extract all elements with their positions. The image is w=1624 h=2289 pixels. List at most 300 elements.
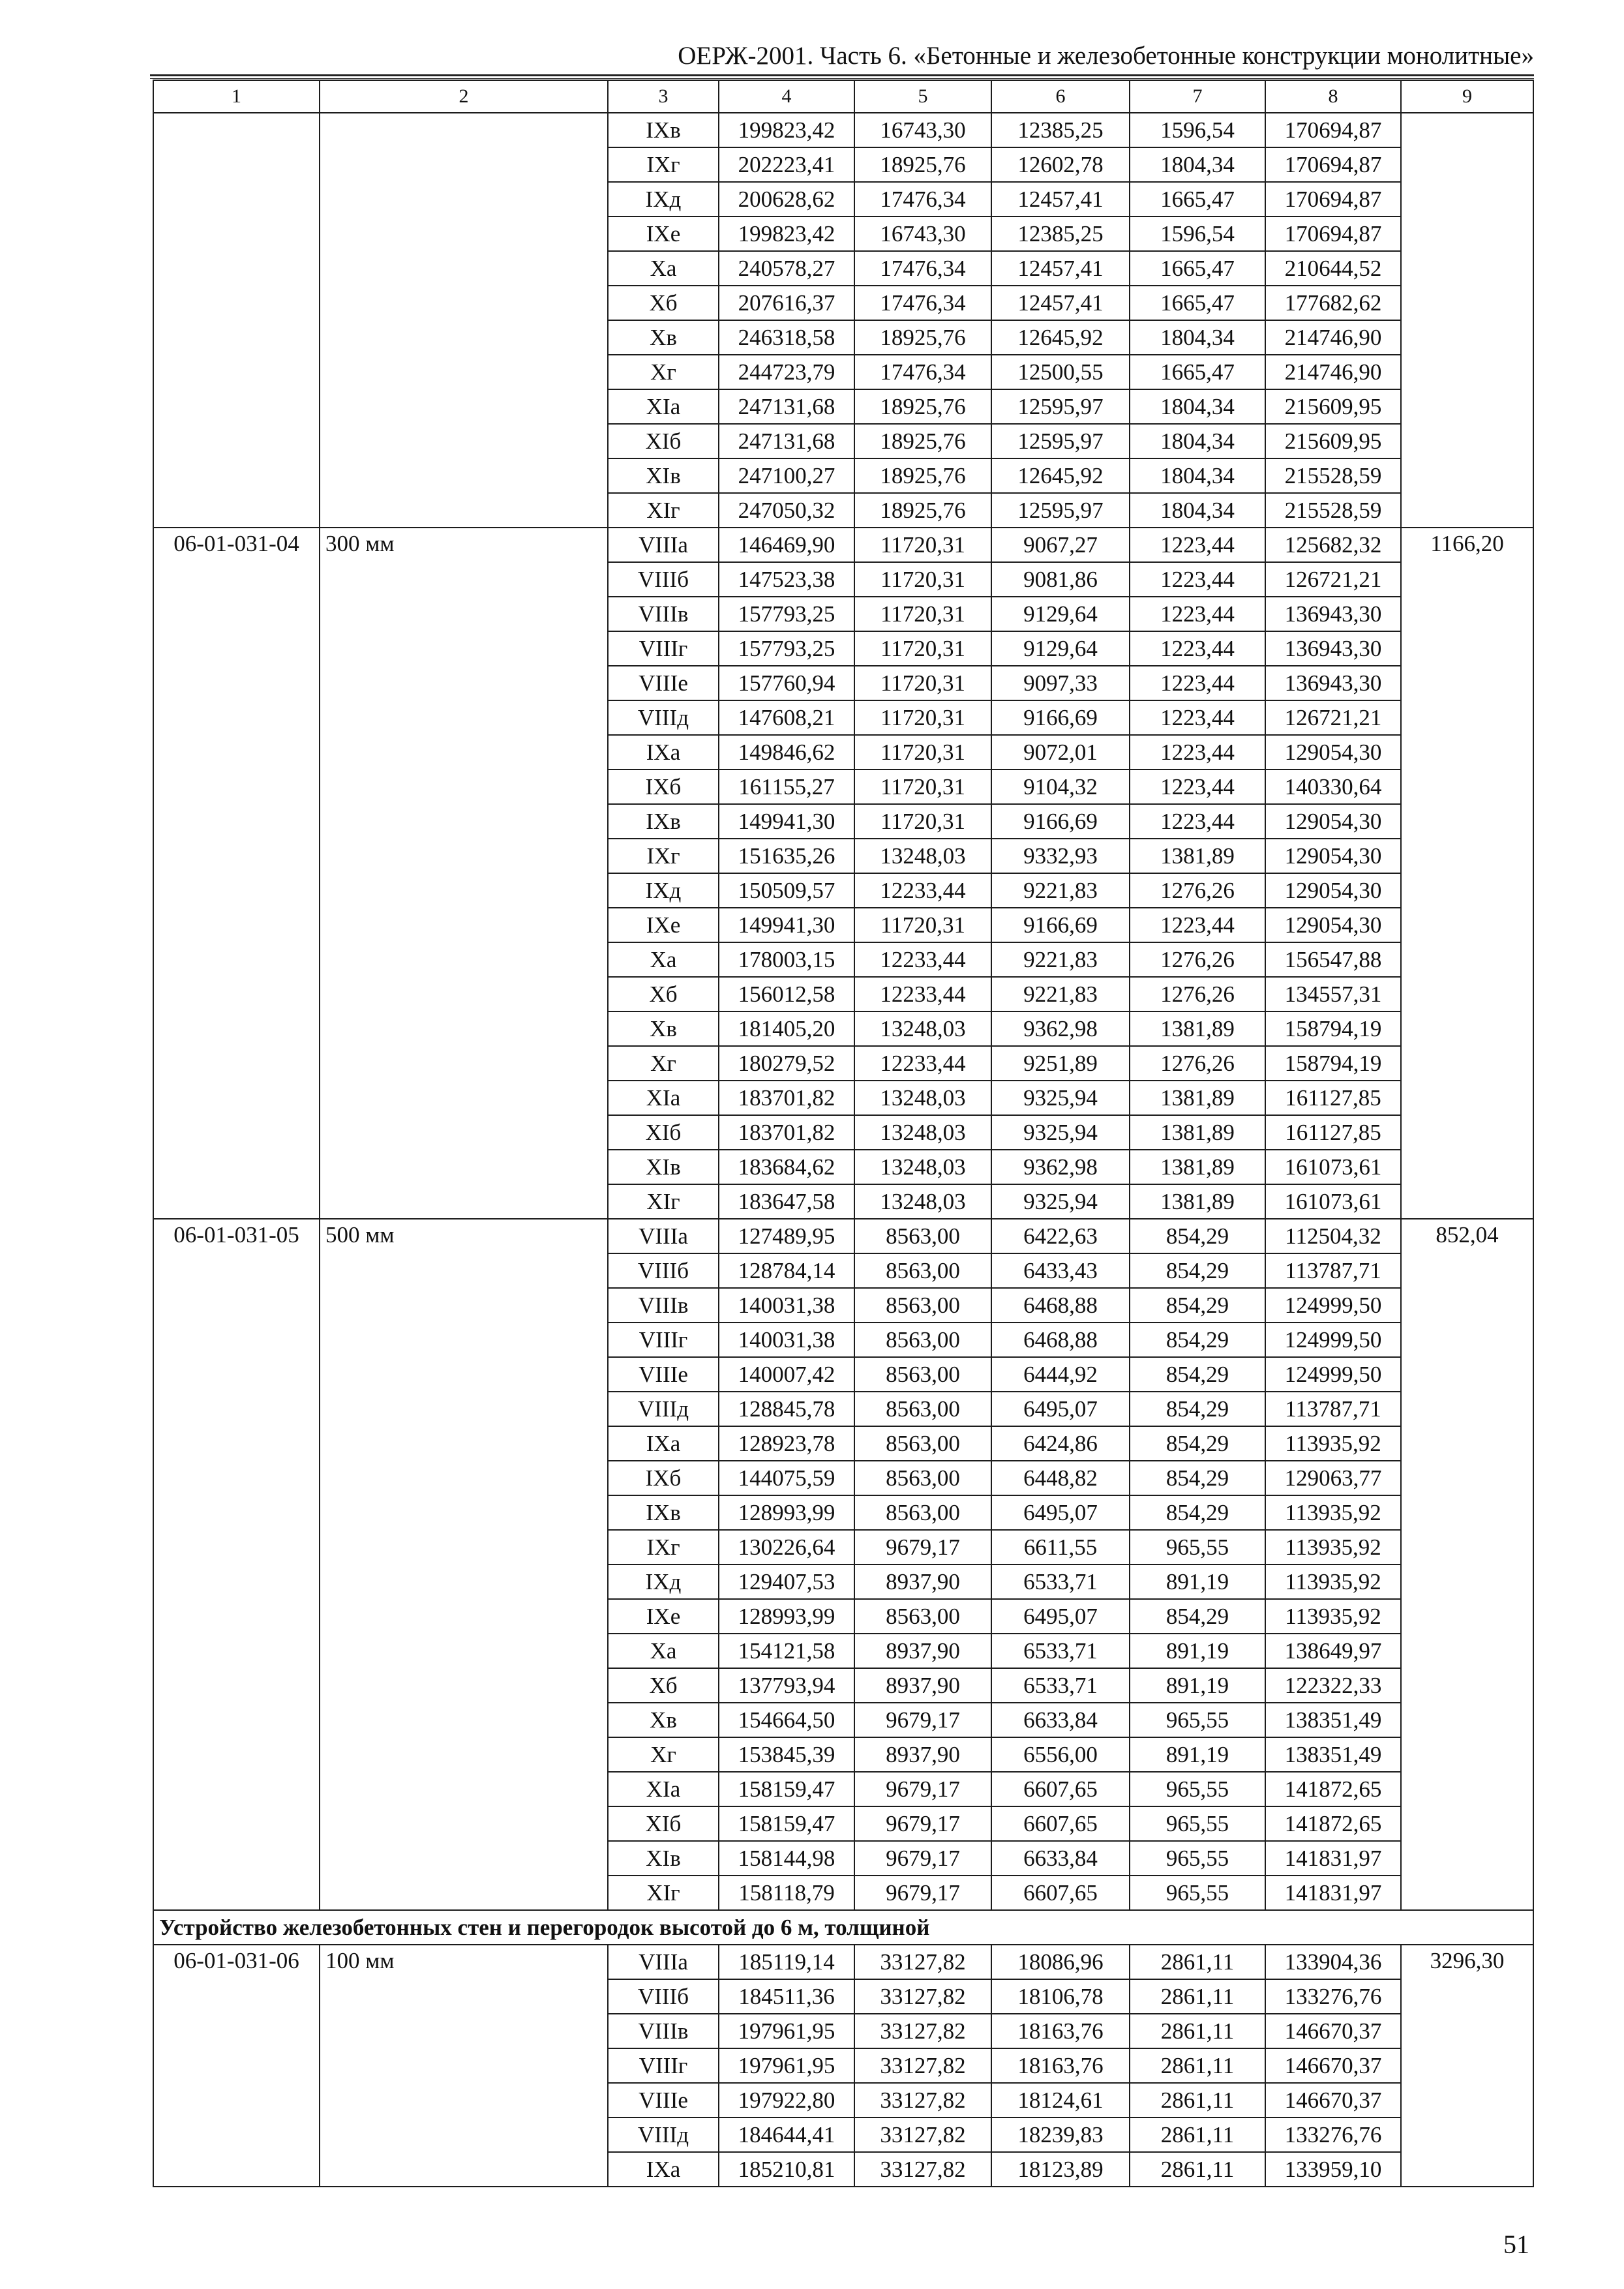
value-cell: 9072,01	[991, 735, 1130, 770]
value-cell: 129054,30	[1265, 873, 1401, 908]
value-cell: 12595,97	[991, 493, 1130, 528]
value-cell: 125682,32	[1265, 528, 1401, 562]
header-rule-thin	[150, 78, 1534, 79]
region-zone-cell: IXе	[608, 217, 719, 251]
region-zone-cell: VIIIа	[608, 1219, 719, 1253]
region-zone-cell: VIIIв	[608, 1288, 719, 1323]
region-zone-cell: IXд	[608, 182, 719, 217]
region-zone-cell: VIIIб	[608, 1979, 719, 2014]
value-cell: 8937,90	[854, 1564, 991, 1599]
value-cell: 13248,03	[854, 839, 991, 873]
value-cell: 9325,94	[991, 1081, 1130, 1115]
value-cell: 147608,21	[719, 700, 854, 735]
value-cell: 1223,44	[1130, 631, 1265, 666]
value-cell: 1804,34	[1130, 493, 1265, 528]
rate-code-cell: 06-01-031-05	[153, 1219, 320, 1910]
value-cell: 9129,64	[991, 597, 1130, 631]
value-cell: 138351,49	[1265, 1703, 1401, 1737]
value-cell: 854,29	[1130, 1288, 1265, 1323]
value-cell: 184511,36	[719, 1979, 854, 2014]
page-header: ОЕРЖ-2001. Часть 6. «Бетонные и железобетонные конструкции монолитные»	[678, 42, 1534, 70]
value-cell: 197922,80	[719, 2083, 854, 2117]
value-cell: 246318,58	[719, 320, 854, 355]
value-cell: 11720,31	[854, 700, 991, 735]
value-cell: 141831,97	[1265, 1841, 1401, 1876]
region-zone-cell: XIв	[608, 458, 719, 493]
value-cell: 128993,99	[719, 1495, 854, 1530]
value-cell: 12233,44	[854, 1046, 991, 1081]
column-number-cell: 9	[1401, 80, 1533, 113]
column-number-cell: 8	[1265, 80, 1401, 113]
value-cell: 202223,41	[719, 147, 854, 182]
value-cell: 18163,76	[991, 2014, 1130, 2048]
region-zone-cell: IXв	[608, 113, 719, 147]
region-zone-cell: Xб	[608, 977, 719, 1011]
region-zone-cell: IXд	[608, 1564, 719, 1599]
value-cell: 9097,33	[991, 666, 1130, 700]
value-cell: 161127,85	[1265, 1115, 1401, 1150]
region-zone-cell: VIIIа	[608, 528, 719, 562]
value-cell: 17476,34	[854, 251, 991, 286]
value-cell: 11720,31	[854, 735, 991, 770]
value-cell: 2861,11	[1130, 1945, 1265, 1979]
page-number: 51	[1503, 2230, 1529, 2259]
value-cell: 8563,00	[854, 1323, 991, 1357]
value-cell: 1381,89	[1130, 1150, 1265, 1184]
value-cell: 6495,07	[991, 1392, 1130, 1426]
value-cell: 33127,82	[854, 2117, 991, 2152]
table-row	[153, 528, 1533, 562]
value-cell: 128784,14	[719, 1253, 854, 1288]
value-cell: 965,55	[1130, 1841, 1265, 1876]
value-cell: 129054,30	[1265, 735, 1401, 770]
value-cell: 16743,30	[854, 217, 991, 251]
value-cell: 129063,77	[1265, 1461, 1401, 1495]
value-cell: 1381,89	[1130, 1081, 1265, 1115]
value-cell: 149846,62	[719, 735, 854, 770]
value-cell: 140330,64	[1265, 770, 1401, 804]
value-cell: 157760,94	[719, 666, 854, 700]
value-cell: 18925,76	[854, 320, 991, 355]
value-cell: 113935,92	[1265, 1530, 1401, 1564]
value-cell: 247100,27	[719, 458, 854, 493]
value-cell: 12457,41	[991, 251, 1130, 286]
region-zone-cell: VIIIе	[608, 1357, 719, 1392]
value-cell: 215528,59	[1265, 458, 1401, 493]
region-zone-cell: XIв	[608, 1841, 719, 1876]
value-cell: 1223,44	[1130, 528, 1265, 562]
value-cell: 8563,00	[854, 1426, 991, 1461]
value-cell: 151635,26	[719, 839, 854, 873]
value-cell: 9251,89	[991, 1046, 1130, 1081]
value-cell: 13248,03	[854, 1184, 991, 1219]
value-cell: 6556,00	[991, 1737, 1130, 1772]
value-cell: 11720,31	[854, 631, 991, 666]
value-cell: 854,29	[1130, 1495, 1265, 1530]
value-cell: 965,55	[1130, 1772, 1265, 1806]
value-cell: 8937,90	[854, 1668, 991, 1703]
region-zone-cell: VIIIг	[608, 1323, 719, 1357]
value-cell: 1276,26	[1130, 977, 1265, 1011]
value-cell: 126721,21	[1265, 700, 1401, 735]
price-table	[153, 80, 1534, 2187]
column-number-cell: 1	[153, 80, 320, 113]
value-cell: 12385,25	[991, 217, 1130, 251]
value-cell: 113935,92	[1265, 1495, 1401, 1530]
value-cell: 9362,98	[991, 1150, 1130, 1184]
value-cell: 18925,76	[854, 424, 991, 458]
value-cell: 144075,59	[719, 1461, 854, 1495]
value-cell: 1381,89	[1130, 1184, 1265, 1219]
value-cell: 157793,25	[719, 597, 854, 631]
value-cell: 197961,95	[719, 2014, 854, 2048]
table-row	[153, 113, 1533, 147]
value-cell: 200628,62	[719, 182, 854, 217]
value-cell: 161127,85	[1265, 1081, 1401, 1115]
value-cell: 197961,95	[719, 2048, 854, 2083]
region-zone-cell: XIв	[608, 1150, 719, 1184]
value-cell: 8563,00	[854, 1357, 991, 1392]
value-cell: 12645,92	[991, 458, 1130, 493]
value-cell: 185119,14	[719, 1945, 854, 1979]
work-name-cell: 300 мм	[320, 528, 608, 1219]
value-cell: 9325,94	[991, 1115, 1130, 1150]
value-cell: 210644,52	[1265, 251, 1401, 286]
value-cell: 128923,78	[719, 1426, 854, 1461]
value-cell: 6444,92	[991, 1357, 1130, 1392]
region-zone-cell: VIIIв	[608, 597, 719, 631]
value-cell: 18925,76	[854, 458, 991, 493]
value-cell: 2861,11	[1130, 2117, 1265, 2152]
labor-cost-cell: 3296,30	[1401, 1945, 1533, 2187]
value-cell: 965,55	[1130, 1806, 1265, 1841]
value-cell: 854,29	[1130, 1253, 1265, 1288]
value-cell: 158159,47	[719, 1806, 854, 1841]
value-cell: 133904,36	[1265, 1945, 1401, 1979]
region-zone-cell: VIIIв	[608, 2014, 719, 2048]
value-cell: 9067,27	[991, 528, 1130, 562]
value-cell: 128993,99	[719, 1599, 854, 1634]
value-cell: 9129,64	[991, 631, 1130, 666]
value-cell: 170694,87	[1265, 217, 1401, 251]
value-cell: 2861,11	[1130, 2152, 1265, 2187]
region-zone-cell: XIг	[608, 1184, 719, 1219]
value-cell: 146469,90	[719, 528, 854, 562]
value-cell: 113787,71	[1265, 1392, 1401, 1426]
value-cell: 6422,63	[991, 1219, 1130, 1253]
value-cell: 854,29	[1130, 1599, 1265, 1634]
value-cell: 854,29	[1130, 1392, 1265, 1426]
region-zone-cell: XIа	[608, 1081, 719, 1115]
value-cell: 183701,82	[719, 1081, 854, 1115]
value-cell: 17476,34	[854, 286, 991, 320]
region-zone-cell: VIIIд	[608, 700, 719, 735]
value-cell: 122322,33	[1265, 1668, 1401, 1703]
header-rule	[150, 74, 1534, 76]
region-zone-cell: IXб	[608, 770, 719, 804]
value-cell: 1665,47	[1130, 355, 1265, 389]
table-row	[153, 1945, 1533, 1979]
value-cell: 2861,11	[1130, 2014, 1265, 2048]
value-cell: 6468,88	[991, 1288, 1130, 1323]
value-cell: 13248,03	[854, 1115, 991, 1150]
value-cell: 178003,15	[719, 942, 854, 977]
value-cell: 891,19	[1130, 1634, 1265, 1668]
value-cell: 2861,11	[1130, 2048, 1265, 2083]
value-cell: 18124,61	[991, 2083, 1130, 2117]
region-zone-cell: Xб	[608, 1668, 719, 1703]
value-cell: 1804,34	[1130, 389, 1265, 424]
value-cell: 6468,88	[991, 1323, 1130, 1357]
value-cell: 33127,82	[854, 1979, 991, 2014]
value-cell: 9679,17	[854, 1876, 991, 1910]
value-cell: 6633,84	[991, 1841, 1130, 1876]
value-cell: 18163,76	[991, 2048, 1130, 2083]
value-cell: 158159,47	[719, 1772, 854, 1806]
value-cell: 136943,30	[1265, 631, 1401, 666]
value-cell: 127489,95	[719, 1219, 854, 1253]
value-cell: 185210,81	[719, 2152, 854, 2187]
region-zone-cell: Xа	[608, 251, 719, 286]
value-cell: 1804,34	[1130, 320, 1265, 355]
value-cell: 136943,30	[1265, 666, 1401, 700]
value-cell: 1804,34	[1130, 147, 1265, 182]
value-cell: 1223,44	[1130, 735, 1265, 770]
value-cell: 854,29	[1130, 1357, 1265, 1392]
value-cell: 154121,58	[719, 1634, 854, 1668]
value-cell: 149941,30	[719, 804, 854, 839]
value-cell: 133276,76	[1265, 2117, 1401, 2152]
value-cell: 134557,31	[1265, 977, 1401, 1011]
region-zone-cell: Xв	[608, 320, 719, 355]
value-cell: 6607,65	[991, 1806, 1130, 1841]
value-cell: 6424,86	[991, 1426, 1130, 1461]
region-zone-cell: VIIIд	[608, 2117, 719, 2152]
value-cell: 854,29	[1130, 1426, 1265, 1461]
value-cell: 12595,97	[991, 424, 1130, 458]
value-cell: 965,55	[1130, 1876, 1265, 1910]
value-cell: 183701,82	[719, 1115, 854, 1150]
value-cell: 965,55	[1130, 1530, 1265, 1564]
region-zone-cell: Xв	[608, 1011, 719, 1046]
region-zone-cell: IXг	[608, 839, 719, 873]
value-cell: 141831,97	[1265, 1876, 1401, 1910]
region-zone-cell: Xб	[608, 286, 719, 320]
section-heading-row	[153, 1910, 1533, 1945]
value-cell: 6533,71	[991, 1668, 1130, 1703]
column-number-cell: 5	[854, 80, 991, 113]
value-cell: 112504,32	[1265, 1219, 1401, 1253]
rate-code-cell: 06-01-031-04	[153, 528, 320, 1219]
value-cell: 854,29	[1130, 1323, 1265, 1357]
region-zone-cell: Xг	[608, 1046, 719, 1081]
value-cell: 12233,44	[854, 942, 991, 977]
value-cell: 33127,82	[854, 2152, 991, 2187]
value-cell: 140031,38	[719, 1323, 854, 1357]
region-zone-cell: VIIIг	[608, 2048, 719, 2083]
section-heading: Устройство железобетонных стен и перегородок высотой до 6 м, толщиной	[153, 1910, 1533, 1945]
value-cell: 11720,31	[854, 666, 991, 700]
value-cell: 207616,37	[719, 286, 854, 320]
value-cell: 1804,34	[1130, 424, 1265, 458]
value-cell: 1381,89	[1130, 1115, 1265, 1150]
region-zone-cell: XIб	[608, 1115, 719, 1150]
value-cell: 11720,31	[854, 908, 991, 942]
region-zone-cell: IXд	[608, 873, 719, 908]
value-cell: 854,29	[1130, 1219, 1265, 1253]
value-cell: 12645,92	[991, 320, 1130, 355]
value-cell: 140031,38	[719, 1288, 854, 1323]
value-cell: 247131,68	[719, 424, 854, 458]
region-zone-cell: Xа	[608, 942, 719, 977]
work-name-cell	[320, 113, 608, 528]
value-cell: 156012,58	[719, 977, 854, 1011]
value-cell: 9679,17	[854, 1530, 991, 1564]
value-cell: 9362,98	[991, 1011, 1130, 1046]
value-cell: 12500,55	[991, 355, 1130, 389]
work-name-cell: 500 мм	[320, 1219, 608, 1910]
value-cell: 129054,30	[1265, 804, 1401, 839]
region-zone-cell: XIб	[608, 1806, 719, 1841]
value-cell: 18925,76	[854, 147, 991, 182]
value-cell: 11720,31	[854, 597, 991, 631]
region-zone-cell: XIб	[608, 424, 719, 458]
value-cell: 33127,82	[854, 2048, 991, 2083]
value-cell: 129054,30	[1265, 908, 1401, 942]
value-cell: 12233,44	[854, 873, 991, 908]
value-cell: 1223,44	[1130, 700, 1265, 735]
value-cell: 183684,62	[719, 1150, 854, 1184]
value-cell: 8563,00	[854, 1219, 991, 1253]
value-cell: 2861,11	[1130, 1979, 1265, 2014]
value-cell: 133276,76	[1265, 1979, 1401, 2014]
value-cell: 1276,26	[1130, 873, 1265, 908]
value-cell: 17476,34	[854, 182, 991, 217]
value-cell: 9221,83	[991, 977, 1130, 1011]
value-cell: 891,19	[1130, 1564, 1265, 1599]
value-cell: 17476,34	[854, 355, 991, 389]
value-cell: 891,19	[1130, 1668, 1265, 1703]
value-cell: 150509,57	[719, 873, 854, 908]
region-zone-cell: IXе	[608, 908, 719, 942]
value-cell: 138351,49	[1265, 1737, 1401, 1772]
value-cell: 154664,50	[719, 1703, 854, 1737]
value-cell: 149941,30	[719, 908, 854, 942]
region-zone-cell: XIа	[608, 389, 719, 424]
value-cell: 170694,87	[1265, 182, 1401, 217]
value-cell: 129054,30	[1265, 839, 1401, 873]
value-cell: 18925,76	[854, 389, 991, 424]
value-cell: 8563,00	[854, 1495, 991, 1530]
value-cell: 18239,83	[991, 2117, 1130, 2152]
region-zone-cell: XIа	[608, 1772, 719, 1806]
region-zone-cell: IXб	[608, 1461, 719, 1495]
value-cell: 158794,19	[1265, 1046, 1401, 1081]
column-number-cell: 6	[991, 80, 1130, 113]
value-cell: 6495,07	[991, 1599, 1130, 1634]
value-cell: 8563,00	[854, 1253, 991, 1288]
value-cell: 12602,78	[991, 147, 1130, 182]
region-zone-cell: VIIIд	[608, 1392, 719, 1426]
value-cell: 33127,82	[854, 2014, 991, 2048]
value-cell: 113787,71	[1265, 1253, 1401, 1288]
value-cell: 183647,58	[719, 1184, 854, 1219]
value-cell: 33127,82	[854, 2083, 991, 2117]
value-cell: 9166,69	[991, 700, 1130, 735]
value-cell: 9679,17	[854, 1806, 991, 1841]
value-cell: 6533,71	[991, 1634, 1130, 1668]
region-zone-cell: IXг	[608, 1530, 719, 1564]
value-cell: 9679,17	[854, 1841, 991, 1876]
region-zone-cell: IXа	[608, 735, 719, 770]
value-cell: 9221,83	[991, 942, 1130, 977]
value-cell: 184644,41	[719, 2117, 854, 2152]
region-zone-cell: IXе	[608, 1599, 719, 1634]
value-cell: 130226,64	[719, 1530, 854, 1564]
value-cell: 12233,44	[854, 977, 991, 1011]
value-cell: 153845,39	[719, 1737, 854, 1772]
rate-code-cell: 06-01-031-06	[153, 1945, 320, 2187]
region-zone-cell: IXг	[608, 147, 719, 182]
value-cell: 156547,88	[1265, 942, 1401, 977]
value-cell: 126721,21	[1265, 562, 1401, 597]
value-cell: 1596,54	[1130, 217, 1265, 251]
value-cell: 11720,31	[854, 770, 991, 804]
value-cell: 157793,25	[719, 631, 854, 666]
region-zone-cell: Xв	[608, 1703, 719, 1737]
value-cell: 1223,44	[1130, 804, 1265, 839]
value-cell: 8563,00	[854, 1599, 991, 1634]
value-cell: 1276,26	[1130, 1046, 1265, 1081]
value-cell: 146670,37	[1265, 2048, 1401, 2083]
value-cell: 181405,20	[719, 1011, 854, 1046]
value-cell: 247050,32	[719, 493, 854, 528]
value-cell: 6448,82	[991, 1461, 1130, 1495]
value-cell: 124999,50	[1265, 1288, 1401, 1323]
value-cell: 113935,92	[1265, 1599, 1401, 1634]
value-cell: 8563,00	[854, 1392, 991, 1426]
value-cell: 158794,19	[1265, 1011, 1401, 1046]
value-cell: 18086,96	[991, 1945, 1130, 1979]
rate-code-cell	[153, 113, 320, 528]
value-cell: 8563,00	[854, 1461, 991, 1495]
value-cell: 240578,27	[719, 251, 854, 286]
value-cell: 199823,42	[719, 113, 854, 147]
value-cell: 161155,27	[719, 770, 854, 804]
value-cell: 8937,90	[854, 1634, 991, 1668]
region-zone-cell: VIIIе	[608, 666, 719, 700]
value-cell: 146670,37	[1265, 2014, 1401, 2048]
value-cell: 6533,71	[991, 1564, 1130, 1599]
value-cell: 215609,95	[1265, 389, 1401, 424]
value-cell: 1223,44	[1130, 597, 1265, 631]
column-number-cell: 4	[719, 80, 854, 113]
region-zone-cell: VIIIа	[608, 1945, 719, 1979]
value-cell: 12457,41	[991, 182, 1130, 217]
value-cell: 13248,03	[854, 1150, 991, 1184]
value-cell: 6607,65	[991, 1876, 1130, 1910]
value-cell: 33127,82	[854, 1945, 991, 1979]
value-cell: 140007,42	[719, 1357, 854, 1392]
value-cell: 1223,44	[1130, 770, 1265, 804]
value-cell: 161073,61	[1265, 1184, 1401, 1219]
value-cell: 1223,44	[1130, 562, 1265, 597]
region-zone-cell: Xг	[608, 1737, 719, 1772]
value-cell: 9221,83	[991, 873, 1130, 908]
value-cell: 180279,52	[719, 1046, 854, 1081]
value-cell: 199823,42	[719, 217, 854, 251]
value-cell: 9081,86	[991, 562, 1130, 597]
